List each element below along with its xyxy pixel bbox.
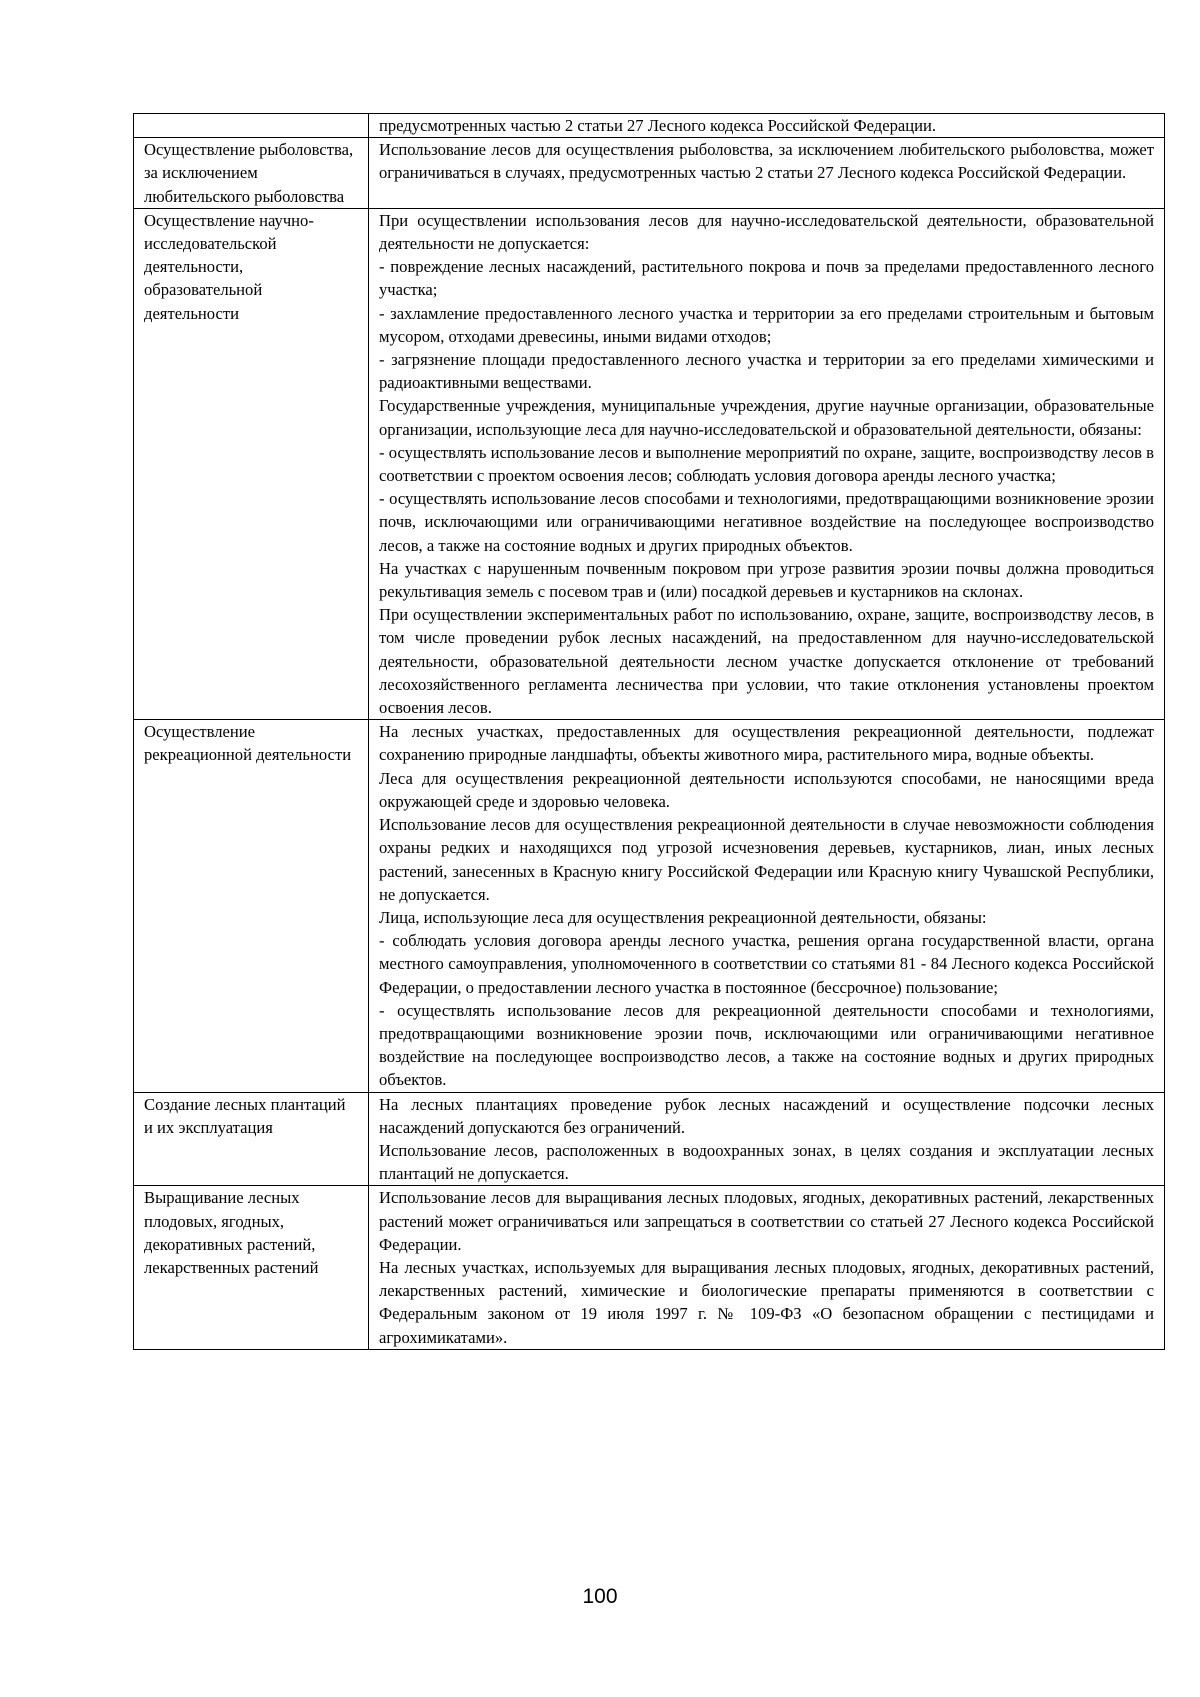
requirement-paragraph: Использование лесов для осуществления рыболовства, за исключением любительского рыболовства, может ограничиваться в случаях, предусмотренных частью 2 статьи 27 Лесного кодекса Российской Федерации.	[379, 140, 1154, 183]
requirement-paragraph: На лесных плантациях проведение рубок лесных насаждений и осуществление подсочки лесных насаждений допускаются без ограничений.	[379, 1094, 1154, 1137]
requirement-paragraph: - захламление предоставленного лесного участка и территории за его пределами строительным и бытовым мусором, отходами древесины, иными видами отходов;	[379, 303, 1154, 346]
requirement-paragraph: Леса для осуществления рекреационной деятельности используются способами, не наносящими вреда окружающей среде и здоровью человека.	[379, 768, 1154, 811]
requirement-paragraph: предусмотренных частью 2 статьи 27 Лесного кодекса Российской Федерации.	[379, 116, 937, 135]
usage-type-cell: Осуществление научно-исследовательской деятельности, образовательной деятельности	[134, 208, 369, 719]
page-number: 100	[582, 1585, 618, 1608]
requirement-paragraph: - осуществлять использование лесов способами и технологиями, предотвращающими возникновение эрозии почв, исключающими или ограничивающими негативное воздействие на последующее воспроизводство лесов, а также на состояние водных и других природных объектов.	[379, 489, 1154, 555]
table-row	[134, 208, 1165, 719]
usage-type-cell: Осуществление рыболовства, за исключением любительского рыболовства	[134, 138, 369, 209]
requirements-cell	[369, 138, 1165, 209]
requirement-paragraph: - соблюдать условия договора аренды лесного участка, решения органа государственной власти, органа местного самоуправления, уполномоченного в соответствии со статьями 81 - 84 Лесного кодекса Российской Федерации, о предоставлении лесного участка в постоянное (бессрочное) пользование;	[379, 931, 1154, 997]
usage-type-cell	[134, 114, 369, 138]
table-row	[134, 114, 1165, 138]
table-row	[134, 1092, 1165, 1186]
requirements-cell	[369, 1092, 1165, 1186]
requirement-paragraph: - осуществлять использование лесов для рекреационной деятельности способами и технологиями, предотвращающими возникновение эрозии почв, исключающими или ограничивающими негативное воздействие на последующее воспроизводство лесов, а также на состояние водных и других природных объектов.	[379, 1000, 1154, 1090]
requirements-cell	[369, 114, 1165, 138]
requirement-paragraph: - повреждение лесных насаждений, растительного покрова и почв за пределами предоставленного лесного участка;	[379, 257, 1154, 300]
usage-type-cell: Осуществление рекреационной деятельности	[134, 720, 369, 1092]
table-row	[134, 1186, 1165, 1349]
requirements-cell	[369, 720, 1165, 1092]
requirement-paragraph: Использование лесов для осуществления рекреационной деятельности в случае невозможности соблюдения охраны редких и находящихся под угрозой исчезновения деревьев, кустарников, лиан, иных лесных растений, занесенных в Красную книгу Российской Федерации или Красную книгу Чувашской Республики, не допускается.	[379, 815, 1154, 904]
usage-type-cell: Выращивание лесных плодовых, ягодных, декоративных растений, лекарственных растений	[134, 1186, 369, 1349]
requirements-cell	[369, 208, 1165, 719]
requirement-paragraph: - осуществлять использование лесов и выполнение мероприятий по охране, защите, воспроизводству лесов в соответствии с проектом освоения лесов; соблюдать условия договора аренды лесного участка;	[379, 442, 1154, 486]
requirement-paragraph: При осуществлении экспериментальных работ по использованию, охране, защите, воспроизводству лесов, в том числе проведении рубок лесных насаждений, на предоставленном для научно-исследовательской деятельности, образовательной деятельности лесном участке допускается отклонение от требований лесохозяйственного регламента лесничества при условии, что такие отклонения установлены проектом освоения лесов.	[379, 605, 1154, 718]
requirement-paragraph: Использование лесов для выращивания лесных плодовых, ягодных, декоративных растений, лекарственных растений может ограничиваться или запрещаться в соответствии со статьей 27 Лесного кодекса Российской Федерации.	[379, 1188, 1154, 1254]
requirement-paragraph: Лица, использующие леса для осуществления рекреационной деятельности, обязаны:	[379, 907, 987, 927]
requirement-paragraph: Государственные учреждения, муниципальные учреждения, другие научные организации, образовательные организации, использующие леса для научно-исследовательской и образовательной деятельности, обязаны:	[379, 396, 1154, 439]
requirement-paragraph: На участках с нарушенным почвенным покровом при угрозе развития эрозии почвы должна проводиться рекультивация земель с посевом трав и (или) посадкой деревьев и кустарников на склонах.	[379, 558, 1154, 602]
requirement-paragraph: При осуществлении использования лесов для научно-исследовательской деятельности, образовательной деятельности не допускается:	[379, 210, 1154, 254]
regulation-table	[133, 113, 1165, 1350]
requirement-paragraph: На лесных участках, используемых для выращивания лесных плодовых, ягодных, декоративных растений, лекарственных растений, химические и биологические препараты применяются в соответствии с Федеральным законом от 19 июля 1997 г. № 109-ФЗ «О безопасном обращении с пестицидами и агрохимикатами».	[379, 1257, 1154, 1347]
usage-type-cell: Создание лесных плантаций и их эксплуатация	[134, 1092, 369, 1186]
requirement-paragraph: На лесных участках, предоставленных для осуществления рекреационной деятельности, подлежат сохранению природные ландшафты, объекты животного мира, растительного мира, водные объекты.	[379, 722, 1154, 765]
table-row	[134, 720, 1165, 1092]
requirements-cell	[369, 1186, 1165, 1349]
table-row	[134, 138, 1165, 209]
requirement-paragraph: Использование лесов, расположенных в водоохранных зонах, в целях создания и эксплуатации лесных плантаций не допускается.	[379, 1140, 1154, 1184]
requirement-paragraph: - загрязнение площади предоставленного лесного участка и территории за его пределами химическими и радиоактивными веществами.	[379, 350, 1154, 393]
